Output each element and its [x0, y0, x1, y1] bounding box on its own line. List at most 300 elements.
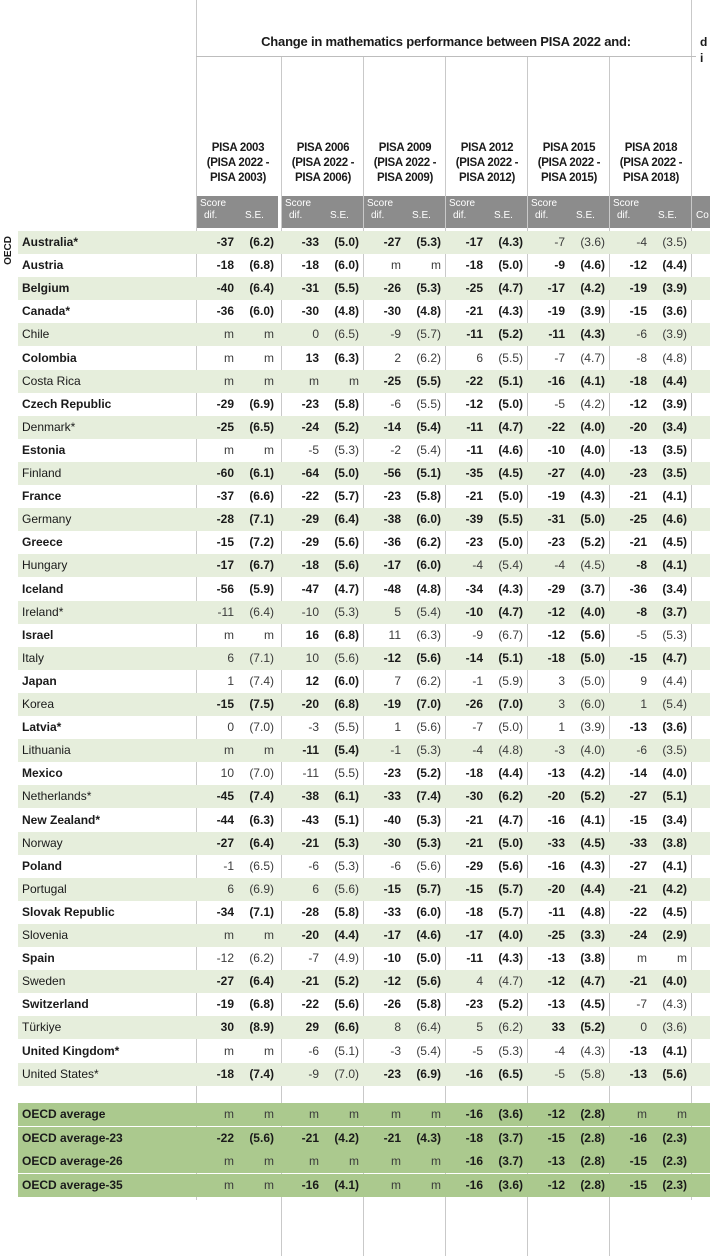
se-cell: (4.2): [580, 396, 605, 411]
score-dif-cell: -21: [301, 1130, 319, 1145]
se-cell: m: [677, 1107, 687, 1121]
score-dif-cell: -3: [554, 743, 565, 758]
score-dif-cell: 0: [640, 1020, 647, 1035]
score-dif-cell: -17: [465, 235, 483, 249]
se-cell: (5.6): [662, 1066, 687, 1081]
se-cell: (3.5): [662, 743, 687, 758]
country-name: Norway: [22, 835, 63, 850]
se-label: S.E.: [330, 210, 349, 221]
score-dif-cell: -27: [383, 235, 401, 249]
score-dif-cell: -6: [390, 858, 401, 873]
score-dif-cell: -17: [383, 928, 401, 942]
score-dif-cell: -11: [466, 442, 483, 457]
se-cell: (5.5): [416, 396, 441, 411]
se-cell: (6.5): [249, 419, 274, 434]
score-dif-cell: -28: [301, 904, 319, 919]
column-header-line: (PISA 2022 -: [455, 157, 519, 169]
score-dif-cell: 1: [640, 697, 647, 711]
column-header-line: PISA 2003): [209, 172, 267, 184]
score-dif-cell: -34: [465, 581, 483, 596]
country-name: Hungary: [22, 558, 68, 573]
se-cell: (6.7): [498, 627, 523, 642]
se-cell: (6.1): [334, 789, 359, 804]
score-dif-cell: -19: [629, 281, 647, 296]
score-dif-cell: -1: [390, 743, 401, 758]
country-row: [18, 832, 710, 855]
se-cell: m: [264, 373, 274, 388]
se-cell: (4.8): [416, 581, 441, 596]
se-cell: (6.4): [249, 604, 274, 619]
score-dif-cell: -11: [548, 327, 565, 342]
score-dif-cell: -15: [465, 881, 483, 896]
score-dif-cell: 16: [305, 627, 319, 642]
score-dif-cell: -36: [383, 535, 401, 550]
country-row: [18, 277, 710, 300]
score-dif-cell: -21: [465, 489, 483, 504]
column-header-line: PISA 2006: [296, 142, 350, 154]
country-name: France: [22, 489, 62, 504]
score-dif-label: Score: [200, 198, 227, 209]
se-cell: (5.3): [662, 627, 687, 642]
score-dif-cell: -23: [383, 766, 401, 781]
score-dif-cell: -43: [301, 812, 319, 827]
score-dif-cell: -12: [383, 650, 401, 665]
score-dif-cell: -10: [465, 604, 483, 619]
se-cell: (7.1): [249, 650, 274, 665]
column-header-line: (PISA 2022 -: [291, 157, 355, 169]
score-dif-cell: 3: [558, 673, 565, 688]
score-dif-cell: -16: [547, 858, 565, 873]
se-cell: (4.4): [662, 373, 687, 388]
score-dif-cell: -25: [629, 512, 647, 527]
se-cell: m: [264, 1154, 274, 1168]
country-name: Finland: [22, 466, 62, 480]
score-dif-cell: -26: [383, 997, 401, 1012]
se-cell: (4.7): [498, 419, 523, 434]
se-cell: (5.2): [580, 1020, 605, 1035]
se-cell: (5.9): [249, 581, 274, 596]
se-cell: (5.5): [334, 766, 359, 781]
se-cell: (4.3): [498, 304, 523, 319]
country-name: Lithuania: [22, 743, 71, 758]
score-dif-cell: -29: [547, 581, 565, 596]
country-row: [18, 670, 710, 693]
country-name: Sweden: [22, 974, 66, 989]
score-dif-cell: -40: [383, 812, 401, 827]
se-cell: (5.1): [498, 373, 523, 388]
se-cell: (6.2): [416, 535, 441, 550]
score-dif-cell: -13: [547, 951, 565, 966]
score-dif-cell: -21: [301, 974, 319, 989]
se-cell: (4.8): [580, 904, 605, 919]
score-dif-cell: 2: [394, 350, 401, 365]
se-cell: (6.2): [498, 1020, 523, 1035]
se-cell: (5.5): [416, 373, 441, 388]
country-row: [18, 416, 710, 439]
score-dif-cell: 0: [312, 327, 319, 342]
score-dif-cell: -29: [301, 512, 319, 527]
score-dif-cell: -10: [547, 442, 565, 457]
score-dif-cell: 0: [227, 720, 234, 735]
score-dif-cell: -21: [465, 304, 483, 319]
se-cell: (4.1): [580, 812, 605, 827]
se-cell: m: [264, 1107, 274, 1121]
se-cell: (4.2): [334, 1130, 359, 1145]
country-name: Italy: [22, 650, 45, 665]
se-cell: (5.8): [416, 997, 441, 1012]
score-dif-label: Score: [449, 198, 476, 209]
score-dif-cell: -6: [636, 327, 647, 342]
score-dif-cell: -21: [629, 535, 647, 550]
score-dif-cell: 1: [394, 720, 401, 735]
score-dif-cell: -31: [301, 281, 319, 296]
se-cell: (4.4): [662, 673, 687, 688]
se-cell: (5.7): [416, 881, 441, 896]
score-dif-cell: -6: [308, 1043, 319, 1058]
score-dif-cell: m: [224, 350, 234, 365]
se-cell: (3.9): [580, 304, 605, 319]
score-dif-cell: -15: [629, 1154, 647, 1168]
country-name: Germany: [22, 512, 72, 527]
se-cell: (3.4): [662, 812, 687, 827]
column-header: [610, 141, 692, 186]
score-dif-cell: -15: [216, 697, 234, 711]
score-dif-cell: -12: [465, 396, 483, 411]
se-cell: (6.0): [416, 512, 441, 527]
score-dif-cell: 33: [551, 1020, 565, 1035]
country-name: Canada*: [22, 304, 71, 319]
country-name: Slovenia: [22, 928, 69, 942]
se-cell: (4.0): [662, 766, 687, 781]
se-cell: (5.7): [498, 904, 523, 919]
average-name: OECD average-26: [22, 1154, 123, 1168]
score-dif-cell: 7: [394, 673, 401, 688]
se-cell: (6.7): [249, 558, 274, 573]
score-dif-cell: -10: [301, 604, 319, 619]
score-dif-cell: -23: [547, 535, 565, 550]
score-dif-cell: m: [224, 442, 234, 457]
se-cell: (5.3): [334, 442, 359, 457]
score-dif-cell: m: [224, 743, 234, 758]
column-header-line: PISA 2009: [378, 142, 432, 154]
score-dif-cell: -6: [308, 858, 319, 873]
score-dif-cell: 10: [305, 650, 319, 665]
se-cell: (7.1): [249, 904, 274, 919]
column-header-line: PISA 2015: [542, 142, 596, 154]
se-cell: (4.7): [498, 812, 523, 827]
se-cell: (3.6): [498, 1177, 523, 1192]
score-dif-cell: -19: [547, 489, 565, 504]
se-cell: (2.8): [580, 1130, 605, 1145]
country-row: [18, 624, 710, 647]
column-header-line: PISA 2012): [458, 172, 516, 184]
score-dif-cell: -45: [216, 789, 234, 804]
se-cell: m: [264, 1043, 274, 1058]
score-dif-cell: -40: [216, 281, 234, 296]
score-dif-cell: -9: [472, 627, 483, 642]
score-dif-cell: -7: [554, 235, 565, 249]
se-cell: (4.0): [498, 928, 523, 942]
se-cell: (3.6): [662, 304, 687, 319]
se-cell: (4.4): [580, 881, 605, 896]
score-dif-cell: -16: [465, 1154, 483, 1168]
table-title: Change in mathematics performance between PISA 2022 and:: [261, 34, 631, 49]
score-dif-cell: -23: [465, 535, 483, 550]
score-dif-cell: -4: [554, 558, 565, 573]
score-dif-cell: -16: [629, 1130, 647, 1145]
score-dif-cell: -11: [466, 327, 483, 342]
se-cell: (4.7): [334, 581, 359, 596]
score-dif-cell: -33: [301, 235, 319, 249]
country-row: [18, 300, 710, 323]
se-cell: (5.1): [334, 1043, 359, 1058]
se-cell: (4.1): [580, 373, 605, 388]
column-header-line: (PISA 2022 -: [537, 157, 601, 169]
se-cell: (6.2): [249, 235, 274, 249]
score-dif-cell: -18: [216, 1066, 234, 1081]
se-cell: (7.5): [249, 697, 274, 711]
column-header: [528, 141, 610, 186]
score-dif-cell: -5: [308, 442, 319, 457]
se-cell: (5.0): [334, 466, 359, 480]
se-cell: (5.0): [416, 951, 441, 966]
se-cell: (3.6): [498, 1107, 523, 1121]
score-dif-cell: -4: [472, 743, 483, 758]
score-dif-cell: -3: [308, 720, 319, 735]
country-name: United States*: [22, 1066, 99, 1081]
se-cell: (4.7): [580, 350, 605, 365]
se-cell: (4.1): [662, 489, 687, 504]
score-dif-cell: -15: [216, 535, 234, 550]
score-dif-cell: -7: [472, 720, 483, 735]
country-row: [18, 531, 710, 554]
score-dif-cell: -5: [554, 396, 565, 411]
se-cell: (3.8): [662, 835, 687, 850]
score-dif-cell: m: [224, 1107, 234, 1121]
score-dif-label: dif.: [371, 210, 385, 221]
se-cell: (5.2): [498, 327, 523, 342]
average-row: [18, 1127, 710, 1150]
score-dif-cell: -12: [629, 258, 647, 273]
score-dif-cell: -25: [465, 281, 483, 296]
se-cell: m: [349, 373, 359, 388]
se-cell: (5.9): [498, 673, 523, 688]
country-row: [18, 508, 710, 531]
score-dif-cell: m: [224, 373, 234, 388]
se-cell: (6.2): [416, 673, 441, 688]
score-dif-cell: -39: [465, 512, 483, 527]
se-cell: (4.7): [498, 604, 523, 619]
score-dif-cell: -27: [216, 835, 234, 850]
se-cell: (6.5): [249, 858, 274, 873]
se-cell: m: [264, 627, 274, 642]
se-cell: (6.6): [334, 1020, 359, 1035]
score-dif-cell: -17: [383, 558, 401, 573]
score-dif-cell: -21: [629, 489, 647, 504]
average-name: OECD average: [22, 1107, 106, 1121]
score-dif-cell: m: [224, 1043, 234, 1058]
score-dif-cell: -7: [636, 997, 647, 1012]
se-cell: (3.6): [662, 720, 687, 735]
score-dif-cell: -13: [547, 1154, 565, 1168]
se-cell: (5.8): [334, 904, 359, 919]
se-cell: (7.0): [249, 766, 274, 781]
score-dif-cell: m: [309, 373, 319, 388]
se-cell: (5.3): [416, 281, 441, 296]
country-name: Greece: [22, 535, 63, 550]
country-row: [18, 554, 710, 577]
score-dif-cell: -23: [383, 1066, 401, 1081]
country-name: Latvia*: [22, 720, 62, 735]
country-name: Korea: [22, 697, 55, 711]
se-cell: (4.5): [580, 558, 605, 573]
score-dif-cell: -12: [547, 1177, 565, 1192]
score-dif-cell: -8: [636, 558, 647, 573]
score-dif-cell: -22: [465, 373, 483, 388]
score-dif-cell: -15: [547, 1130, 565, 1145]
score-dif-cell: -64: [301, 466, 319, 480]
se-cell: (7.0): [249, 720, 274, 735]
score-dif-cell: -13: [629, 1043, 647, 1058]
score-dif-cell: -6: [636, 743, 647, 758]
score-dif-cell: -12: [383, 974, 401, 989]
score-dif-cell: -33: [629, 835, 647, 850]
score-dif-cell: 6: [227, 881, 234, 896]
country-row: [18, 347, 710, 370]
score-dif-cell: -10: [383, 951, 401, 966]
country-row: [18, 901, 710, 924]
se-cell: (6.0): [249, 304, 274, 319]
se-cell: (5.6): [416, 720, 441, 735]
score-dif-cell: -30: [465, 789, 483, 804]
score-dif-cell: -26: [383, 281, 401, 296]
score-dif-cell: -16: [465, 1066, 483, 1081]
se-cell: (4.1): [334, 1177, 359, 1192]
se-cell: (4.6): [498, 442, 523, 457]
se-cell: (5.5): [498, 512, 523, 527]
se-cell: (3.7): [498, 1154, 523, 1168]
score-dif-cell: -47: [301, 581, 319, 596]
country-name: Iceland: [22, 581, 64, 596]
se-cell: (4.0): [662, 974, 687, 989]
se-cell: (5.2): [580, 535, 605, 550]
se-cell: (4.3): [498, 581, 523, 596]
se-cell: (3.4): [662, 419, 687, 434]
se-cell: (6.0): [334, 673, 359, 688]
score-dif-cell: -21: [629, 974, 647, 989]
score-dif-cell: -22: [301, 997, 319, 1012]
se-label: S.E.: [494, 210, 513, 221]
country-name: Japan: [22, 673, 57, 688]
score-dif-cell: -23: [301, 396, 319, 411]
se-cell: (5.5): [334, 281, 359, 296]
score-dif-cell: m: [391, 1154, 401, 1168]
se-cell: (5.3): [334, 858, 359, 873]
se-cell: (5.7): [416, 327, 441, 342]
se-cell: m: [264, 350, 274, 365]
country-name: Türkiye: [22, 1020, 62, 1035]
country-name: New Zealand*: [22, 812, 101, 827]
average-row: [18, 1103, 710, 1126]
score-dif-cell: -21: [465, 835, 483, 850]
score-dif-cell: -16: [465, 1107, 483, 1121]
country-row: [18, 762, 710, 785]
score-dif-cell: -16: [547, 373, 565, 388]
score-dif-cell: -21: [301, 835, 319, 850]
country-name: Czech Republic: [22, 396, 112, 411]
group-label-oecd: OECD: [3, 236, 14, 265]
se-cell: (7.2): [249, 535, 274, 550]
se-cell: (4.6): [580, 258, 605, 273]
se-cell: m: [431, 1107, 441, 1121]
se-cell: (4.1): [662, 558, 687, 573]
score-dif-cell: -9: [390, 327, 401, 342]
se-cell: (6.4): [416, 1020, 441, 1035]
country-row: [18, 924, 710, 947]
country-name: Poland: [22, 858, 63, 873]
score-dif-label: dif.: [289, 210, 303, 221]
score-dif-cell: -35: [465, 466, 483, 480]
score-dif-cell: -13: [629, 442, 647, 457]
country-row: [18, 462, 710, 485]
se-cell: (5.7): [334, 489, 359, 504]
country-row: [18, 485, 710, 508]
score-dif-cell: -12: [547, 1107, 565, 1121]
se-cell: (4.0): [580, 442, 605, 457]
se-cell: (5.0): [498, 489, 523, 504]
score-dif-cell: -25: [216, 419, 234, 434]
se-cell: (5.0): [498, 535, 523, 550]
score-dif-cell: -14: [629, 766, 647, 781]
score-dif-cell: 4: [476, 974, 483, 989]
se-cell: (4.3): [416, 1130, 441, 1145]
se-cell: (6.8): [249, 258, 274, 273]
se-cell: (5.3): [416, 743, 441, 758]
se-cell: (5.1): [662, 789, 687, 804]
se-cell: (4.5): [662, 904, 687, 919]
score-dif-cell: -19: [547, 304, 565, 319]
score-dif-cell: 6: [227, 650, 234, 665]
score-dif-label: Score: [285, 198, 312, 209]
score-dif-cell: -22: [547, 419, 565, 434]
se-cell: (6.6): [249, 489, 274, 504]
country-name: Estonia: [22, 442, 66, 457]
se-label: S.E.: [658, 210, 677, 221]
score-dif-cell: -12: [547, 627, 565, 642]
score-dif-cell: -4: [472, 558, 483, 573]
score-dif-cell: -9: [554, 258, 565, 273]
score-dif-cell: -24: [301, 419, 319, 434]
se-cell: (4.2): [580, 766, 605, 781]
se-cell: (5.0): [498, 835, 523, 850]
country-row: [18, 1040, 710, 1063]
score-dif-cell: -23: [383, 489, 401, 504]
se-cell: (5.3): [416, 235, 441, 249]
se-label: S.E.: [412, 210, 431, 221]
score-dif-cell: -12: [629, 396, 647, 411]
se-cell: (5.0): [580, 650, 605, 665]
se-cell: (4.1): [662, 858, 687, 873]
score-dif-label: dif.: [453, 210, 467, 221]
se-cell: (6.3): [416, 627, 441, 642]
score-dif-cell: 1: [227, 673, 234, 688]
se-cell: (3.7): [662, 604, 687, 619]
score-dif-cell: -26: [465, 697, 483, 711]
se-cell: (6.4): [334, 512, 359, 527]
column-header: [446, 141, 528, 186]
se-cell: (5.3): [334, 604, 359, 619]
se-cell: (2.3): [662, 1130, 687, 1145]
